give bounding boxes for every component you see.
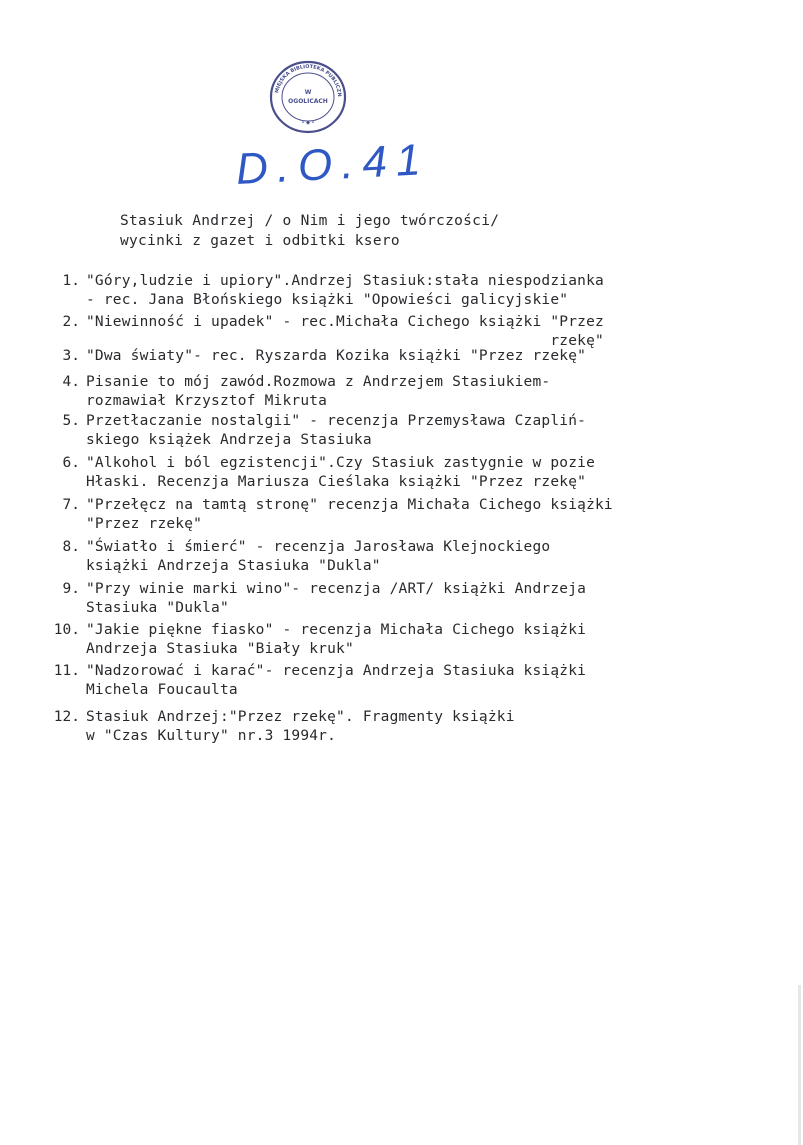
item-text bbox=[86, 454, 595, 492]
call-number: D.O.41 bbox=[234, 134, 431, 195]
item-text bbox=[86, 621, 586, 659]
item-line: "Przełęcz na tamtą stronę" recenzja Michała Cichego książki bbox=[86, 497, 613, 513]
stamp-center-line1: W bbox=[304, 89, 312, 96]
library-stamp bbox=[268, 58, 348, 136]
header-line-1: Stasiuk Andrzej / o Nim i jego twórczości/ bbox=[120, 213, 500, 229]
item-line: "Niewinność i upadek" - rec.Michała Cichego książki "Przez bbox=[86, 314, 604, 330]
item-line: Hłaski. Recenzja Mariusza Cieślaka książki "Przez rzekę" bbox=[86, 474, 587, 490]
svg-text:• ◆ •: • ◆ • bbox=[301, 120, 315, 126]
item-number: 7. bbox=[62, 497, 80, 513]
item-text bbox=[86, 272, 604, 310]
item-line: "Światło i śmierć" - recenzja Jarosława Klejnockiego bbox=[86, 539, 551, 555]
item-line: Pisanie to mój zawód.Rozmowa z Andrzejem Stasiukiem- bbox=[86, 374, 551, 390]
item-line: Michela Foucaulta bbox=[86, 682, 238, 698]
item-text bbox=[86, 662, 586, 700]
item-line: skiego książek Andrzeja Stasiuka bbox=[86, 432, 372, 448]
item-line: w "Czas Kultury" nr.3 1994r. bbox=[86, 728, 337, 744]
item-number: 6. bbox=[62, 455, 80, 471]
item-line: - rec. Jana Błońskiego książki "Opowieści galicyjskie" bbox=[86, 292, 569, 308]
item-line: "Przy winie marki wino"- recenzja /ART/ książki Andrzeja bbox=[86, 581, 587, 597]
item-number: 4. bbox=[62, 374, 80, 390]
item-number: 8. bbox=[62, 539, 80, 555]
item-text bbox=[86, 313, 604, 351]
item-text bbox=[86, 708, 515, 746]
item-line: Przetłaczanie nostalgii" - recenzja Przemysława Czapliń- bbox=[86, 413, 587, 429]
item-number: 11. bbox=[53, 663, 80, 679]
item-number: 1. bbox=[62, 273, 80, 289]
item-line: "Alkohol i ból egzistencji".Czy Stasiuk zastygnie w pozie bbox=[86, 455, 595, 471]
scan-edge bbox=[798, 985, 801, 1145]
item-text bbox=[86, 580, 586, 618]
item-text bbox=[86, 373, 550, 411]
header-line-2: wycinki z gazet i odbitki ksero bbox=[120, 233, 400, 249]
item-text bbox=[86, 496, 613, 534]
item-text bbox=[86, 347, 586, 366]
item-number: 3. bbox=[62, 348, 80, 364]
stamp-center-line2: OGOLICACH bbox=[288, 98, 328, 105]
item-line: "Jakie piękne fiasko" - recenzja Michała Cichego książki bbox=[86, 622, 587, 638]
item-number: 2. bbox=[62, 314, 80, 330]
item-line: "Dwa światy"- rec. Ryszarda Kozika książki "Przez rzekę" bbox=[86, 348, 587, 364]
item-line: Andrzeja Stasiuka "Biały kruk" bbox=[86, 641, 354, 657]
item-line: rzekę" bbox=[86, 333, 604, 349]
item-line: Stasiuk Andrzej:"Przez rzekę". Fragmenty książki bbox=[86, 709, 515, 725]
item-text bbox=[86, 412, 586, 450]
stamp-seal-icon bbox=[268, 58, 348, 136]
item-number: 10. bbox=[53, 622, 80, 638]
document-header bbox=[120, 211, 499, 251]
item-line: "Góry,ludzie i upiory".Andrzej Stasiuk:stała niespodzianka bbox=[86, 273, 604, 289]
item-line: "Nadzorować i karać"- recenzja Andrzeja Stasiuka książki bbox=[86, 663, 587, 679]
item-line: Stasiuka "Dukla" bbox=[86, 600, 229, 616]
item-line: rozmawiał Krzysztof Mikruta bbox=[86, 393, 328, 409]
stamp-ring-text: MIEJSKA BIBLIOTEKA PUBLICZN bbox=[274, 63, 343, 97]
item-number: 12. bbox=[53, 709, 80, 725]
item-line: książki Andrzeja Stasiuka "Dukla" bbox=[86, 558, 381, 574]
item-number: 9. bbox=[62, 581, 80, 597]
item-number: 5. bbox=[62, 413, 80, 429]
item-line: "Przez rzekę" bbox=[86, 516, 203, 532]
item-text bbox=[86, 538, 550, 576]
